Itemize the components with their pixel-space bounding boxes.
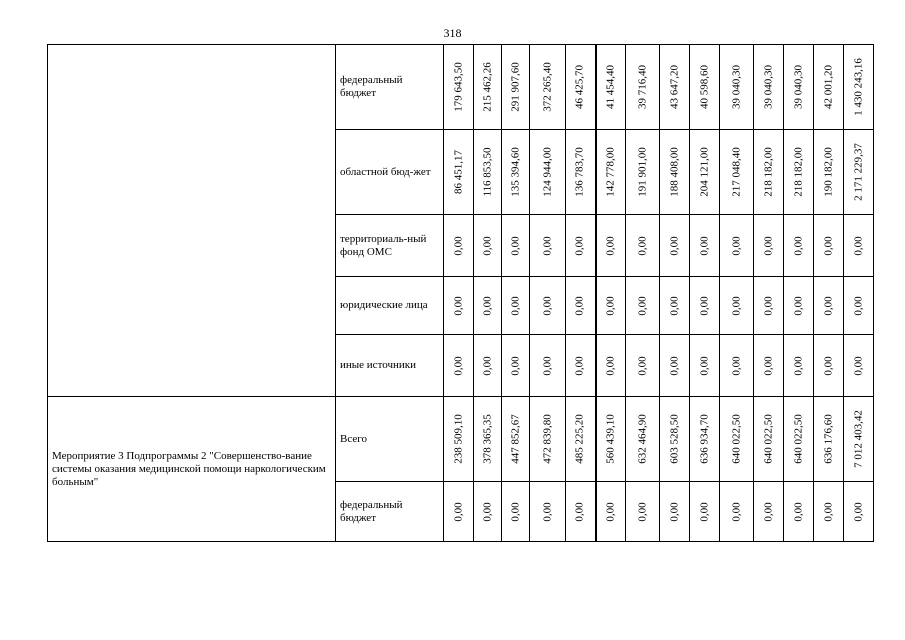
- value-cell: [626, 45, 660, 130]
- value-cell: [720, 335, 754, 397]
- value-text: 0,00: [762, 501, 774, 522]
- value-text: 0,00: [792, 295, 804, 316]
- value-text: 0,00: [698, 355, 710, 376]
- value-text: 0,00: [481, 295, 493, 316]
- value-text: 0,00: [573, 295, 586, 316]
- value-text: 40 598,60: [698, 65, 710, 109]
- value-cell: [844, 45, 874, 130]
- value-text: 0,00: [636, 501, 648, 522]
- value-cell: [444, 397, 474, 482]
- value-cell: [754, 277, 784, 335]
- value-cell: [444, 335, 474, 397]
- value-text: 217 048,40: [730, 147, 742, 197]
- value-cell: [596, 335, 626, 397]
- value-text: 0,00: [792, 355, 804, 376]
- value-text: 0,00: [636, 235, 648, 256]
- value-text: 485 225,20: [573, 414, 586, 464]
- funding-source-label: юридические лица: [336, 277, 444, 335]
- value-cell: [502, 482, 530, 542]
- value-text: 2 171 229,37: [852, 143, 864, 201]
- value-text: 191 901,00: [636, 147, 648, 197]
- value-text: 291 907,60: [509, 62, 521, 112]
- value-text: 41 454,40: [604, 65, 617, 109]
- value-text: 0,00: [573, 235, 586, 256]
- value-text: 472 839,80: [541, 414, 553, 464]
- value-text: 0,00: [636, 295, 648, 316]
- value-cell: [720, 45, 754, 130]
- value-cell: [690, 215, 720, 277]
- value-cell: [754, 335, 784, 397]
- value-cell: [690, 277, 720, 335]
- value-text: 204 121,00: [698, 147, 710, 197]
- value-text: 0,00: [852, 355, 864, 376]
- value-cell: [474, 277, 502, 335]
- value-cell: [720, 277, 754, 335]
- value-text: 42 001,20: [822, 65, 834, 109]
- value-cell: [502, 277, 530, 335]
- value-cell: [566, 397, 596, 482]
- value-cell: [444, 130, 474, 215]
- value-cell: [502, 335, 530, 397]
- value-cell: [844, 130, 874, 215]
- program-name-cell: Мероприятие 3 Подпрограммы 2 "Совершенство-вание системы оказания медицинской помощи наркологическим больным": [48, 397, 336, 542]
- value-cell: [784, 397, 814, 482]
- value-text: 0,00: [730, 295, 742, 316]
- value-text: 179 643,50: [452, 62, 464, 112]
- value-text: 0,00: [668, 295, 680, 316]
- value-text: 39 040,30: [730, 65, 742, 109]
- value-cell: [754, 397, 784, 482]
- value-cell: [530, 130, 566, 215]
- value-cell: [596, 130, 626, 215]
- funding-source-label: областной бюд-жет: [336, 130, 444, 215]
- value-cell: [530, 215, 566, 277]
- value-text: 0,00: [541, 235, 553, 256]
- value-text: 0,00: [852, 501, 864, 522]
- value-cell: [754, 130, 784, 215]
- value-cell: [566, 335, 596, 397]
- value-text: 640 022,50: [762, 414, 774, 464]
- value-cell: [626, 335, 660, 397]
- value-text: 0,00: [762, 235, 774, 256]
- value-text: 372 265,40: [541, 62, 553, 112]
- value-text: 218 182,00: [762, 147, 774, 197]
- value-cell: [474, 130, 502, 215]
- value-cell: [660, 277, 690, 335]
- value-text: 135 394,60: [509, 147, 521, 197]
- value-cell: [844, 397, 874, 482]
- value-text: 0,00: [509, 355, 521, 376]
- value-text: 116 853,50: [481, 147, 493, 197]
- value-cell: [814, 277, 844, 335]
- value-cell: [754, 45, 784, 130]
- value-text: 0,00: [792, 501, 804, 522]
- value-text: 636 176,60: [822, 414, 834, 464]
- table-row: [48, 45, 874, 130]
- value-text: 0,00: [573, 355, 586, 376]
- value-text: 0,00: [852, 235, 864, 256]
- value-cell: [784, 215, 814, 277]
- value-cell: [660, 45, 690, 130]
- value-cell: [566, 215, 596, 277]
- value-text: 0,00: [541, 501, 553, 522]
- value-text: 142 778,00: [604, 147, 617, 197]
- value-text: 46 425,70: [573, 65, 586, 109]
- value-text: 0,00: [822, 355, 834, 376]
- value-text: 0,00: [762, 355, 774, 376]
- value-text: 0,00: [452, 501, 464, 522]
- value-cell: [660, 397, 690, 482]
- value-cell: [530, 397, 566, 482]
- value-cell: [660, 335, 690, 397]
- value-text: 0,00: [509, 501, 521, 522]
- value-text: 0,00: [668, 235, 680, 256]
- value-cell: [474, 482, 502, 542]
- value-text: 0,00: [730, 235, 742, 256]
- value-cell: [784, 45, 814, 130]
- value-text: 0,00: [452, 295, 464, 316]
- value-cell: [814, 45, 844, 130]
- value-cell: [660, 482, 690, 542]
- value-cell: [444, 215, 474, 277]
- value-cell: [626, 277, 660, 335]
- value-text: 0,00: [481, 501, 493, 522]
- value-text: 0,00: [730, 355, 742, 376]
- value-text: 447 852,67: [509, 414, 521, 464]
- value-cell: [444, 277, 474, 335]
- value-cell: [626, 130, 660, 215]
- value-text: 632 464,90: [636, 414, 648, 464]
- value-cell: [814, 335, 844, 397]
- value-text: 0,00: [509, 295, 521, 316]
- value-text: 190 182,00: [822, 147, 834, 197]
- value-cell: [596, 45, 626, 130]
- value-text: 0,00: [509, 235, 521, 256]
- value-cell: [596, 397, 626, 482]
- value-cell: [626, 397, 660, 482]
- funding-source-label: иные источники: [336, 335, 444, 397]
- value-cell: [502, 397, 530, 482]
- value-cell: [690, 130, 720, 215]
- value-text: 0,00: [730, 501, 742, 522]
- value-text: 0,00: [762, 295, 774, 316]
- value-text: 39 040,30: [792, 65, 804, 109]
- value-cell: [784, 277, 814, 335]
- value-cell: [690, 482, 720, 542]
- value-text: 43 647,20: [668, 65, 680, 109]
- value-cell: [754, 215, 784, 277]
- budget-table: [47, 44, 874, 542]
- value-text: 0,00: [541, 295, 553, 316]
- value-cell: [690, 45, 720, 130]
- value-cell: [444, 482, 474, 542]
- value-text: 136 783,70: [573, 147, 586, 197]
- value-text: 0,00: [852, 295, 864, 316]
- value-cell: [596, 482, 626, 542]
- value-cell: [566, 130, 596, 215]
- value-cell: [814, 397, 844, 482]
- value-cell: [784, 130, 814, 215]
- value-text: 0,00: [822, 295, 834, 316]
- value-cell: [474, 215, 502, 277]
- value-cell: [720, 130, 754, 215]
- funding-source-label: федеральный бюджет: [336, 482, 444, 542]
- value-cell: [596, 277, 626, 335]
- value-text: 0,00: [573, 501, 586, 522]
- value-text: 0,00: [452, 355, 464, 376]
- value-cell: [502, 130, 530, 215]
- value-text: 124 944,00: [541, 147, 553, 197]
- value-text: 0,00: [668, 501, 680, 522]
- value-text: 0,00: [698, 501, 710, 522]
- value-text: 560 439,10: [604, 414, 617, 464]
- value-text: 0,00: [481, 235, 493, 256]
- value-text: 0,00: [822, 235, 834, 256]
- value-cell: [844, 335, 874, 397]
- value-cell: [690, 397, 720, 482]
- empty-program-cell: [48, 45, 336, 397]
- value-text: 1 430 243,16: [852, 58, 864, 116]
- value-cell: [596, 215, 626, 277]
- value-cell: [474, 397, 502, 482]
- value-cell: [720, 397, 754, 482]
- value-cell: [566, 482, 596, 542]
- value-cell: [814, 482, 844, 542]
- value-cell: [814, 130, 844, 215]
- value-cell: [530, 45, 566, 130]
- value-cell: [502, 215, 530, 277]
- value-text: 378 365,35: [481, 414, 493, 464]
- value-text: 603 528,50: [668, 414, 680, 464]
- value-text: 0,00: [792, 235, 804, 256]
- value-cell: [502, 45, 530, 130]
- value-cell: [844, 215, 874, 277]
- value-text: 39 040,30: [762, 65, 774, 109]
- value-text: 0,00: [604, 295, 617, 316]
- value-cell: [690, 335, 720, 397]
- value-cell: [530, 482, 566, 542]
- table-row: [48, 397, 874, 482]
- value-text: 188 408,00: [668, 147, 680, 197]
- value-cell: [530, 335, 566, 397]
- value-cell: [660, 215, 690, 277]
- value-text: 0,00: [698, 235, 710, 256]
- value-text: 0,00: [604, 355, 617, 376]
- value-cell: [566, 277, 596, 335]
- value-text: 640 022,50: [730, 414, 742, 464]
- value-cell: [844, 482, 874, 542]
- funding-source-label: территориаль-ный фонд ОМС: [336, 215, 444, 277]
- page-number: 318: [443, 26, 462, 40]
- value-text: 0,00: [541, 355, 553, 376]
- value-text: 636 934,70: [698, 414, 710, 464]
- value-text: 640 022,50: [792, 414, 804, 464]
- value-cell: [444, 45, 474, 130]
- value-text: 215 462,26: [481, 62, 493, 112]
- value-cell: [474, 335, 502, 397]
- value-text: 0,00: [604, 235, 617, 256]
- value-text: 0,00: [668, 355, 680, 376]
- value-text: 39 716,40: [636, 65, 648, 109]
- value-cell: [720, 482, 754, 542]
- value-cell: [784, 482, 814, 542]
- funding-source-label: федеральный бюджет: [336, 45, 444, 130]
- value-text: 0,00: [452, 235, 464, 256]
- value-text: 238 509,10: [452, 414, 464, 464]
- value-text: 0,00: [636, 355, 648, 376]
- value-text: 0,00: [604, 501, 617, 522]
- value-text: 86 451,17: [452, 150, 464, 194]
- value-text: 0,00: [481, 355, 493, 376]
- funding-source-label: Всего: [336, 397, 444, 482]
- value-cell: [754, 482, 784, 542]
- value-cell: [626, 482, 660, 542]
- value-cell: [566, 45, 596, 130]
- value-cell: [844, 277, 874, 335]
- value-cell: [530, 277, 566, 335]
- value-text: 7 012 403,42: [852, 410, 864, 468]
- value-cell: [720, 215, 754, 277]
- value-cell: [814, 215, 844, 277]
- value-text: 0,00: [822, 501, 834, 522]
- value-cell: [474, 45, 502, 130]
- value-text: 0,00: [698, 295, 710, 316]
- value-cell: [784, 335, 814, 397]
- value-text: 218 182,00: [792, 147, 804, 197]
- value-cell: [660, 130, 690, 215]
- value-cell: [626, 215, 660, 277]
